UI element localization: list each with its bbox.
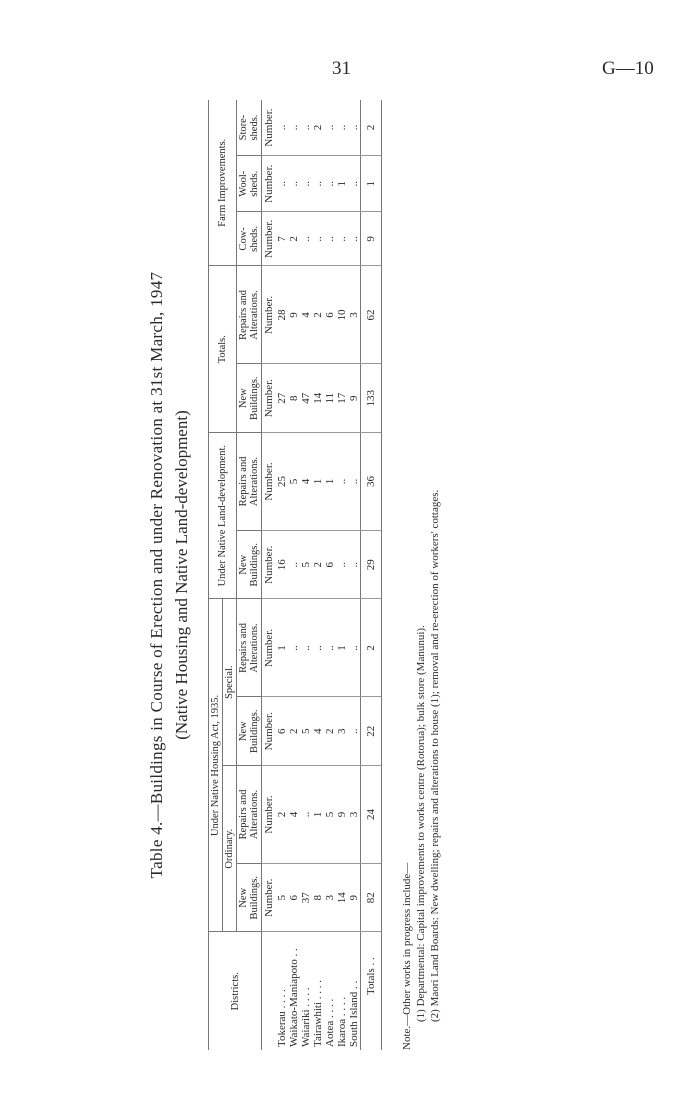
- table-subtitle: (Native Housing and Native Land-development): [172, 410, 191, 740]
- land-development-header: Under Native Land-development.: [209, 432, 237, 599]
- unit-label: Number.: [262, 599, 277, 697]
- table-cell: 5: [276, 863, 288, 932]
- table-cell: 2: [324, 697, 336, 766]
- district-name: Tairawhiti . . . .: [312, 979, 325, 1047]
- new-buildings-header: New Buildings.: [237, 697, 262, 766]
- total-cell: 24: [361, 765, 382, 863]
- table-cell: 2: [288, 212, 300, 266]
- table-cell: 1: [336, 156, 348, 212]
- unit-label: Number.: [262, 364, 277, 433]
- table-row: [348, 100, 361, 1050]
- unit-label: Number.: [262, 156, 277, 212]
- rotated-table-block: [10, 100, 500, 1050]
- table-row: [324, 100, 336, 1050]
- district-name: Tokerau . . . .: [276, 989, 289, 1047]
- table-cell: 28: [276, 266, 288, 364]
- table-cell: ..: [324, 100, 336, 156]
- table-cell: ..: [336, 530, 348, 599]
- table-cell: 2: [312, 266, 324, 364]
- table-cell: ..: [300, 100, 312, 156]
- table-cell: ..: [300, 765, 312, 863]
- district-name: Waiariki . . . .: [300, 987, 313, 1047]
- unit-label: Number.: [262, 266, 277, 364]
- table-cell: ..: [324, 599, 336, 697]
- new-buildings-header: New Buildings.: [237, 863, 262, 932]
- table-cell: 5: [300, 697, 312, 766]
- district-name: Aotea . . . .: [324, 998, 337, 1047]
- units-row: [262, 100, 277, 1050]
- table-cell: ..: [336, 212, 348, 266]
- store-sheds-header: Store-sheds.: [237, 100, 262, 156]
- table-cell: 4: [300, 266, 312, 364]
- note-heading: Note.—Other works in progress include—: [401, 862, 413, 1050]
- table-cell: 3: [336, 697, 348, 766]
- table-cell: ..: [276, 156, 288, 212]
- total-cell: 9: [361, 212, 382, 266]
- districts-header: Districts.: [209, 932, 262, 1050]
- table-cell: ..: [336, 432, 348, 530]
- table-cell: 27: [276, 364, 288, 433]
- table-cell: 6: [324, 266, 336, 364]
- table-cell: 37: [300, 863, 312, 932]
- table-note: [400, 100, 442, 1050]
- table-cell: ..: [348, 432, 361, 530]
- table-cell: 3: [324, 863, 336, 932]
- table-cell: 6: [276, 697, 288, 766]
- table-cell: 14: [312, 364, 324, 433]
- table-cell: ..: [348, 530, 361, 599]
- native-housing-act-header: Under Native Housing Act, 1935.: [209, 599, 223, 932]
- table-row: [336, 100, 348, 1050]
- table-cell: ..: [312, 599, 324, 697]
- table-cell: 3: [348, 266, 361, 364]
- table-cell: 9: [288, 266, 300, 364]
- unit-label: Number.: [262, 100, 277, 156]
- note-item-2: (2) Maori Land Boards: New dwelling; repairs and alterations to house (1); removal and re-erection of workers' cottages.: [429, 489, 441, 1022]
- table-cell: 11: [324, 364, 336, 433]
- table-cell: 3: [348, 765, 361, 863]
- cow-sheds-header: Cow-sheds.: [237, 212, 262, 266]
- total-cell: 133: [361, 364, 382, 433]
- table-cell: ..: [300, 212, 312, 266]
- unit-label: Number.: [262, 530, 277, 599]
- new-buildings-header: New Buildings.: [237, 530, 262, 599]
- special-header: Special.: [223, 599, 237, 766]
- table-cell: 14: [336, 863, 348, 932]
- table-cell: ..: [324, 156, 336, 212]
- total-cell: 2: [361, 599, 382, 697]
- table-cell: ..: [348, 697, 361, 766]
- table-cell: 1: [336, 599, 348, 697]
- table-cell: 9: [348, 364, 361, 433]
- table-title: Table 4.—Buildings in Course of Erection and under Renovation at 31st March, 1947: [147, 271, 166, 879]
- table-cell: 6: [324, 530, 336, 599]
- table-cell: 9: [348, 863, 361, 932]
- total-cell: 82: [361, 863, 382, 932]
- table-cell: 1: [324, 432, 336, 530]
- new-buildings-header: New Buildings.: [237, 364, 262, 433]
- page-number: 31: [332, 58, 351, 79]
- total-cell: 36: [361, 432, 382, 530]
- table-cell: ..: [348, 212, 361, 266]
- table-cell: 17: [336, 364, 348, 433]
- table-cell: 5: [324, 765, 336, 863]
- table-cell: 9: [336, 765, 348, 863]
- total-cell: 1: [361, 156, 382, 212]
- table-cell: ..: [276, 100, 288, 156]
- table-cell: ..: [348, 156, 361, 212]
- unit-label: Number.: [262, 765, 277, 863]
- total-cell: 22: [361, 697, 382, 766]
- table-cell: 2: [312, 100, 324, 156]
- table-cell: ..: [312, 212, 324, 266]
- table-row: [312, 100, 324, 1050]
- table-row: [300, 100, 312, 1050]
- unit-label: Number.: [262, 432, 277, 530]
- table-cell: 8: [288, 364, 300, 433]
- table-cell: 47: [300, 364, 312, 433]
- table-cell: ..: [288, 530, 300, 599]
- total-cell: 2: [361, 100, 382, 156]
- repairs-header: Repairs and Alterations.: [237, 765, 262, 863]
- total-cell: 62: [361, 266, 382, 364]
- totals-header: Totals.: [209, 266, 237, 433]
- ordinary-header: Ordinary.: [223, 765, 237, 932]
- table-cell: 1: [312, 765, 324, 863]
- table-cell: ..: [288, 100, 300, 156]
- table-cell: ..: [312, 156, 324, 212]
- unit-label: Number.: [262, 863, 277, 932]
- document-code: G—10: [602, 58, 654, 79]
- buildings-table: [208, 100, 382, 1050]
- table-cell: 2: [288, 697, 300, 766]
- farm-improvements-header: Farm Improvements.: [209, 100, 237, 266]
- repairs-header: Repairs and Alterations.: [237, 599, 262, 697]
- table-cell: ..: [288, 599, 300, 697]
- district-name: Waikato-Maniapoto . .: [288, 948, 301, 1047]
- table-row: [276, 100, 288, 1050]
- table-cell: 5: [288, 432, 300, 530]
- totals-row: [361, 100, 382, 1050]
- table-cell: 25: [276, 432, 288, 530]
- table-cell: 1: [312, 432, 324, 530]
- wool-sheds-header: Wool-sheds.: [237, 156, 262, 212]
- table-cell: ..: [348, 100, 361, 156]
- table-cell: 2: [312, 530, 324, 599]
- totals-label: Totals . .: [361, 932, 382, 1050]
- table-cell: 2: [276, 765, 288, 863]
- repairs-header: Repairs and Alterations.: [237, 432, 262, 530]
- table-cell: ..: [324, 212, 336, 266]
- table-cell: 7: [276, 212, 288, 266]
- district-name: South Island . .: [348, 980, 361, 1047]
- table-cell: 6: [288, 863, 300, 932]
- table-cell: 4: [288, 765, 300, 863]
- unit-label: Number.: [262, 697, 277, 766]
- table-cell: ..: [288, 156, 300, 212]
- table-cell: ..: [300, 156, 312, 212]
- table-cell: ..: [348, 599, 361, 697]
- total-cell: 29: [361, 530, 382, 599]
- table-cell: 16: [276, 530, 288, 599]
- table-cell: 4: [312, 697, 324, 766]
- unit-label: Number.: [262, 212, 277, 266]
- table-cell: ..: [336, 100, 348, 156]
- repairs-header: Repairs and Alterations.: [237, 266, 262, 364]
- table-cell: 1: [276, 599, 288, 697]
- table-cell: 4: [300, 432, 312, 530]
- table-cell: 10: [336, 266, 348, 364]
- table-cell: 5: [300, 530, 312, 599]
- table-cell: ..: [300, 599, 312, 697]
- district-name: Ikaroa . . . .: [336, 996, 349, 1047]
- table-row: [288, 100, 300, 1050]
- note-item-1: (1) Departmental: Capital improvements to works centre (Rotorua); bulk store (Manunui).: [415, 625, 427, 1022]
- table-cell: 8: [312, 863, 324, 932]
